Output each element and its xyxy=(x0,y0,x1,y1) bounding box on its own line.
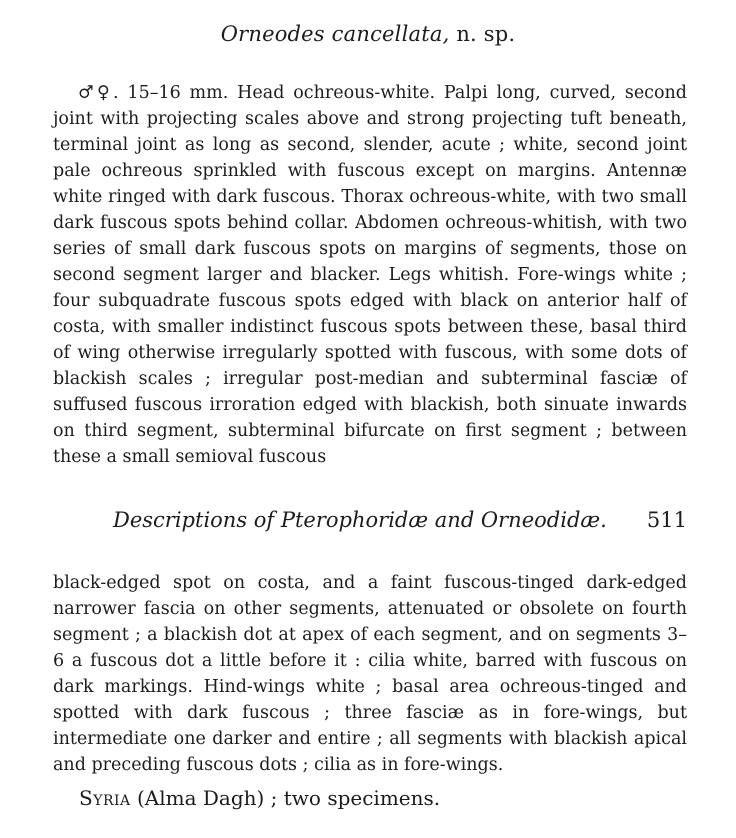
description-paragraph-1: ♂♀. 15–16 mm. Head ochreous-white. Palpi long, curved, second joint with projecting scales above and strong projecting tuft beneath, terminal joint as long as second, slender, acute ; white, second joint pale ochreous sprinkled with fuscous except on margins. Antennæ white ringed with dark fuscous. Thorax ochreous-white, with two small dark fuscous spots behind collar. Abdomen ochreous-whitish, with two series of small dark fuscous spots on margins of segments, those on second segment larger and blacker. Legs whitish. Fore-wings white ; four subquadrate fuscous spots edged with black on anterior half of costa, with smaller indistinct fuscous spots between these, basal third of wing otherwise irregularly spotted with fuscous, with some dots of blackish scales ; irregular post-median and subterminal fasciæ of suffused fuscous irroration edged with blackish, both sinuate inwards on third segment, subterminal bifurcate on first segment ; between these a small semioval fuscous xyxy=(53,82,687,467)
species-heading xyxy=(0,22,736,46)
description-paragraph-2: black-edged spot on costa, and a faint fuscous-tinged dark-edged narrower fascia on other segments, attenuated or obsolete on fourth segment ; a blackish dot at apex of each segment, and on segments 3–6 a fuscous dot a little before it : cilia white, barred with fuscous on dark markings. Hind-wings white ; basal area ochreous-tinged and spotted with dark fuscous ; three fasciæ as in fore-wings, but intermediate one darker and entire ; all segments with blackish apical and preceding fuscous dots ; cilia as in fore-wings. xyxy=(53,572,687,775)
locality-country: Syria xyxy=(79,786,131,810)
page-number: 511 xyxy=(646,508,687,532)
locality-detail: (Alma Dagh) ; two specimens. xyxy=(130,786,441,810)
running-head-title: Descriptions of Pterophoridæ and Orneodidæ. xyxy=(113,508,607,532)
running-head xyxy=(113,508,687,536)
locality-line xyxy=(79,786,440,810)
new-species-marker: n. sp. xyxy=(449,22,516,46)
species-name: Orneodes cancellata, xyxy=(220,22,450,46)
